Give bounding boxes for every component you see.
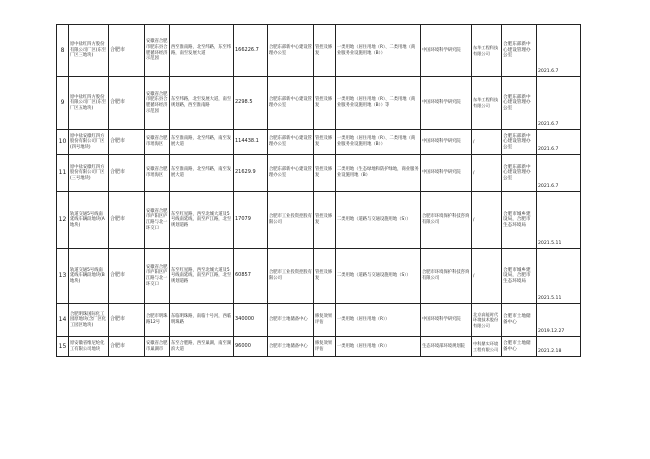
remediation-org-cell: / [472,155,502,192]
responsible-party-cell: 合肥东部新中心建设管理办公室 [268,77,314,130]
site-name-cell: 轨道交通5号线南延线车辆段地块(B地块) [69,249,109,304]
site-boundary-cell: 东至纬路，北至发展大道，南至规划路，西至淮南路 [170,77,234,130]
site-name-cell: 原中盐红四方股份有限公司厂区(东至厂区五地块) [69,77,109,130]
table-row [57,304,581,337]
remediation-org-cell: 东华工程科技有限公司 [472,77,502,130]
assessment-org-cell: 中国环境科学研究院 [421,77,472,130]
table-row [57,77,581,130]
supervising-org-cell: 合肥东部新中心建设管理办公室 [502,77,537,130]
site-name-cell: 合肥明珠国际化工园原地块(含厂区化工园区地块) [69,304,109,337]
planned-use-cell: 二类用地（道路与交通设施用地（S）） [336,192,421,249]
planned-use-cell: 一类用地（居住用地（R）） [336,337,421,357]
remediation-sites-table [56,24,581,357]
assessment-org-cell: 中国环境科学研究院 [421,130,472,155]
area-cell: 21629.9 [234,155,268,192]
table-row [57,155,581,192]
area-cell: 17079 [234,192,268,249]
site-boundary-cell: 东至淮南路，北至纬路，南至发展大道 [170,130,234,155]
row-number: 8 [57,25,69,77]
remediation-org-cell: / [472,130,502,155]
responsible-party-cell: 合肥市土地储备中心 [268,304,314,337]
area-cell: 340000 [234,304,268,337]
supervising-org-cell: 合肥市土地储备中心 [502,304,537,337]
location-cell: 安徽省合肥市庐阳区庐江路与北一环交口 [145,249,170,304]
stage-cell: 管控及修复 [314,25,336,77]
assessment-org-cell: 中国环境科学研究院 [421,155,472,192]
stage-cell: 管控及修复 [314,130,336,155]
assessment-org-cell: 合肥市环境保护科技咨询有限公司 [421,249,472,304]
table-body [57,25,581,357]
assessment-org-cell: 合肥市环境保护科技咨询有限公司 [421,192,472,249]
site-boundary-cell: 西至淮南路，北至纬路，东至纬路，南至发展大道 [170,25,234,77]
planned-use-cell: 一类用地（居住用地（R）、二类用地（商业服务业设施用地（B）） [336,130,421,155]
responsible-party-cell: 合肥市工业投资控股有限公司 [268,249,314,304]
area-cell: 60857 [234,249,268,304]
supervising-org-cell: 合肥市城乡建设局，合肥市生态环境局 [502,192,537,249]
responsible-party-cell: 合肥东部新中心建设管理办公室 [268,25,314,77]
region-cell: 合肥市 [109,304,145,337]
date-cell: 2021.6.7 [537,155,581,192]
region-cell: 合肥市 [109,249,145,304]
row-number: 14 [57,304,69,337]
responsible-party-cell: 合肥市土地储备中心 [268,337,314,357]
row-number: 13 [57,249,69,304]
date-cell: 2021.5.11 [537,249,581,304]
planned-use-cell: 二类用地（道路与交通设施用地（S）） [336,249,421,304]
row-number: 9 [57,77,69,130]
stage-cell: 修复效果评估 [314,304,336,337]
site-name-cell: 原安徽省维尼纶化工有限公司地块 [69,337,109,357]
table-row [57,192,581,249]
location-cell: 安徽省合肥市庐阳区庐江路与北一环交口 [145,192,170,249]
planned-use-cell: 二类用地（生态绿地和防护绿地，商业服务业设施用地（B） [336,155,421,192]
location-cell: 安徽省合肥市肥东县合肥循环经济示范园 [145,25,170,77]
row-number: 10 [57,130,69,155]
location-cell: 安徽省合肥市瑶海区 [145,130,170,155]
stage-cell: 修复效果评估 [314,337,336,357]
date-cell: 2021.5.11 [537,192,581,249]
region-cell: 合肥市 [109,130,145,155]
area-cell: 114438.1 [234,130,268,155]
site-name-cell: 原中盐安徽红四方股份有限公司厂区(三号地块) [69,155,109,192]
site-name-cell: 轨道交通5号线南延线车辆段地块(A地块) [69,192,109,249]
remediation-org-cell: / [472,192,502,249]
site-boundary-cell: 东临明珠路，南临十号河，西临明珠路 [170,304,234,337]
date-cell: 2021.6.7 [537,77,581,130]
date-cell: 2021.2.18 [537,337,581,357]
remediation-org-cell: 东华工程科技有限公司 [472,25,502,77]
responsible-party-cell: 合肥市工业投资控股有限公司 [268,192,314,249]
region-cell: 合肥市 [109,77,145,130]
region-cell: 合肥市 [109,25,145,77]
site-name-cell: 原中盐红四方股份有限公司厂区(东至厂区三地块) [69,25,109,77]
location-cell: 安徽省合肥市肥东县合肥循环经济示范园 [145,77,170,130]
row-number: 15 [57,337,69,357]
responsible-party-cell: 合肥东部新中心建设管理办公室 [268,155,314,192]
location-cell: 合肥市明珠路12号 [145,304,170,337]
row-number: 11 [57,155,69,192]
remediation-org-cell: 中科鼎实环境工程有限公司 [472,337,502,357]
table-row [57,337,581,357]
site-boundary-cell: 东至红星路，西至北城大道及5号线南延线，南至庐江路，北至规划道路 [170,249,234,304]
planned-use-cell: 一类用地（居住用地（R）） [336,304,421,337]
table-row [57,25,581,77]
remediation-org-cell: / [472,249,502,304]
supervising-org-cell: 合肥市城乡建设局，合肥市生态环境局 [502,249,537,304]
region-cell: 合肥市 [109,192,145,249]
stage-cell: 管控及修复 [314,77,336,130]
area-cell: 166226.7 [234,25,268,77]
date-cell: 2021.6.7 [537,130,581,155]
location-cell: 安徽省合肥市瑶海区 [145,155,170,192]
remediation-org-cell: 北京高能时代环境技术股份有限公司 [472,304,502,337]
planned-use-cell: 一类用地（居住用地（R）、二类用地（商业服务业设施用地（B）） [336,25,421,77]
stage-cell: 管控及修复 [314,192,336,249]
area-cell: 96000 [234,337,268,357]
assessment-org-cell: 中国环境科学研究院 [421,25,472,77]
supervising-org-cell: 合肥东部新中心建设管理办公室 [502,25,537,77]
responsible-party-cell: 合肥东部新中心建设管理办公室 [268,130,314,155]
site-name-cell: 原中盐安徽红四方股份有限公司厂区(四号地块) [69,130,109,155]
site-boundary-cell: 东至合肥路，西至巢湖，南至湖滨大道 [170,337,234,357]
supervising-org-cell: 合肥市土地储备中心 [502,337,537,357]
region-cell: 合肥市 [109,155,145,192]
row-number: 12 [57,192,69,249]
stage-cell: 管控及修复 [314,249,336,304]
site-boundary-cell: 东至淮南路，北至纬路，南至发展大道 [170,155,234,192]
table-row [57,249,581,304]
area-cell: 2298.5 [234,77,268,130]
stage-cell: 管控及修复 [314,155,336,192]
supervising-org-cell: 合肥东部新中心建设管理办公室 [502,155,537,192]
site-boundary-cell: 东至红星路，西至北城大道及5号线南延线，南至庐江路，北至规划道路 [170,192,234,249]
date-cell: 2021.6.7 [537,25,581,77]
location-cell: 安徽省合肥市巢湖市 [145,337,170,357]
date-cell: 2019.12.27 [537,304,581,337]
assessment-org-cell: 生态环境部环境规划院 [421,337,472,357]
supervising-org-cell: 合肥东部新中心建设管理办公室 [502,130,537,155]
table-row [57,130,581,155]
region-cell: 合肥市 [109,337,145,357]
planned-use-cell: 一类用地（居住用地（R）、二类用地（商业服务业设施用地（B））等 [336,77,421,130]
assessment-org-cell: 中国环境科学研究院 [421,304,472,337]
